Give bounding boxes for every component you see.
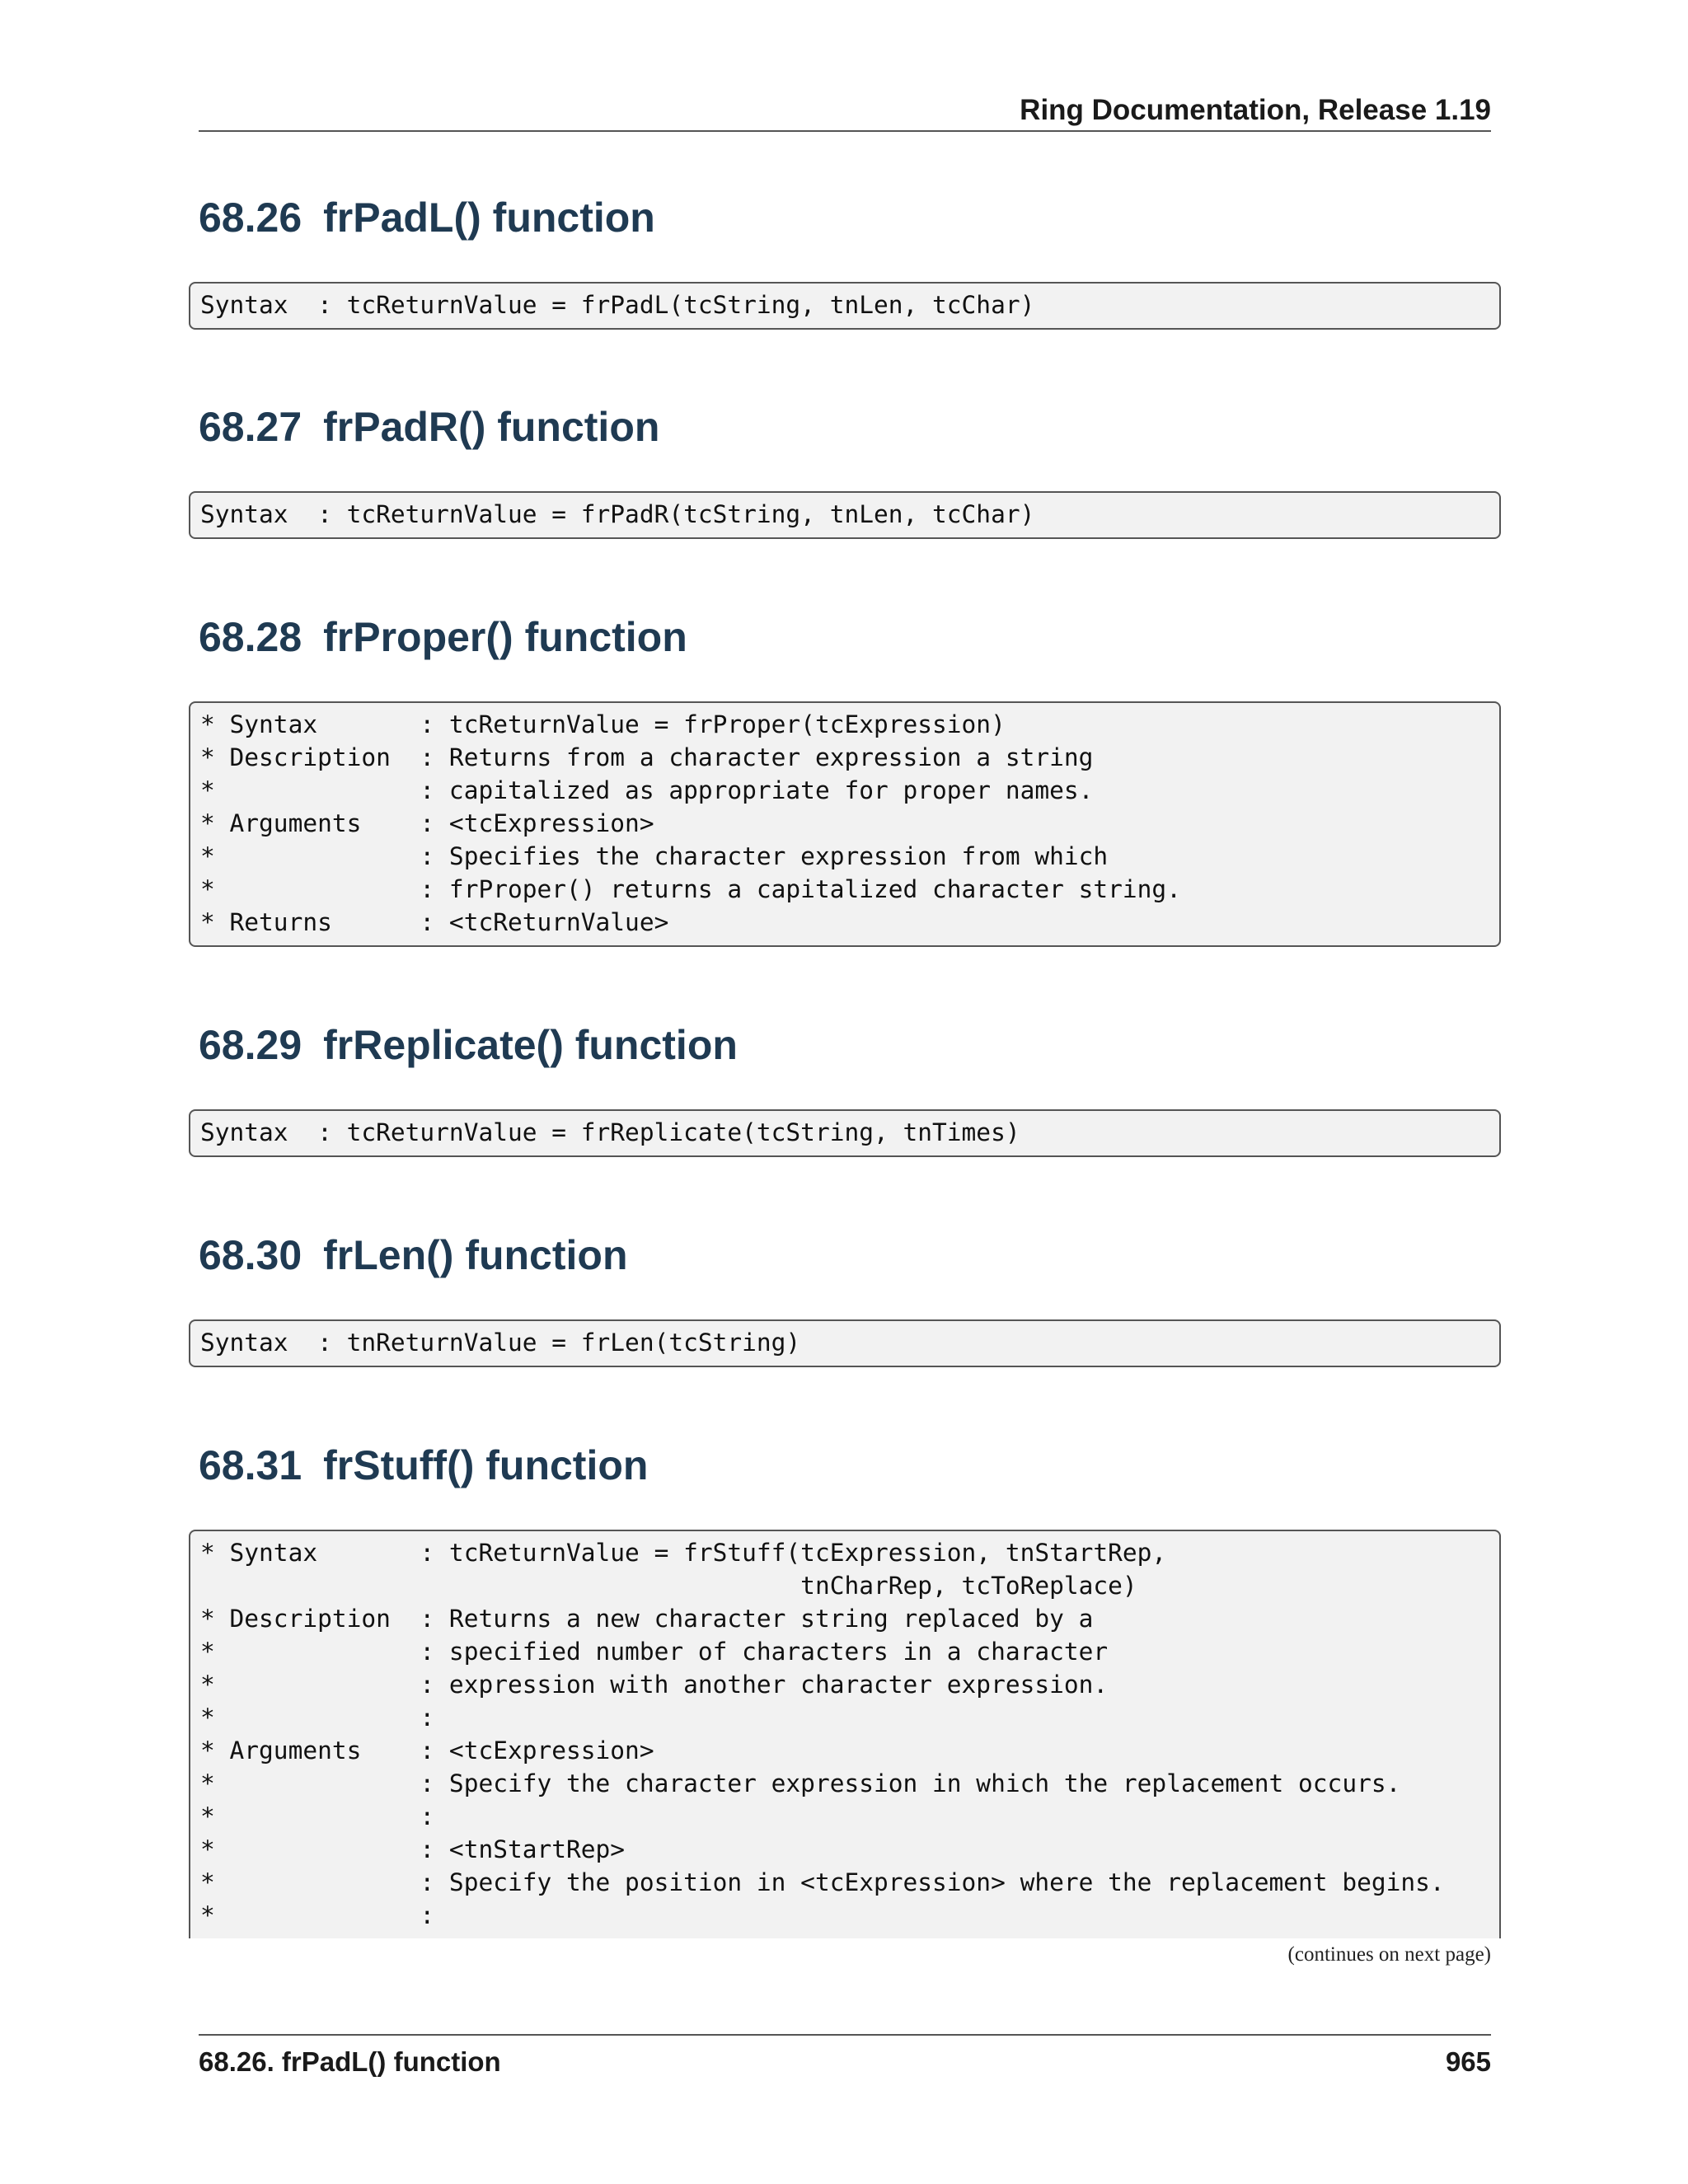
section-number: 68.26	[199, 194, 302, 241]
code-line: Syntax : tnReturnValue = frLen(tcString)	[200, 1329, 801, 1357]
section-number: 68.30	[199, 1232, 302, 1278]
section-frproper	[189, 611, 1501, 947]
code-block	[189, 491, 1501, 539]
code-line: * Syntax : tcReturnValue = frProper(tcExpression)	[200, 710, 1006, 738]
code-line: Syntax : tcReturnValue = frPadL(tcString, tnLen, tcChar)	[200, 291, 1035, 319]
code-block	[189, 1109, 1501, 1157]
section-frpadr	[189, 401, 1501, 539]
code-line: * : Specify the character expression in which the replacement occurs.	[200, 1769, 1401, 1797]
code-block	[189, 1530, 1501, 1938]
continues-note: (continues on next page)	[1287, 1943, 1491, 1966]
code-block	[189, 282, 1501, 330]
section-heading	[199, 401, 1501, 453]
section-heading	[199, 191, 1501, 244]
code-line: Syntax : tcReturnValue = frReplicate(tcString, tnTimes)	[200, 1118, 1020, 1146]
section-frstuff	[189, 1439, 1501, 1938]
section-number: 68.27	[199, 404, 302, 450]
section-title: frStuff() function	[323, 1442, 649, 1488]
section-heading	[199, 1439, 1501, 1492]
section-heading	[199, 1229, 1501, 1282]
section-frpadl	[189, 191, 1501, 330]
running-footer	[199, 2034, 1491, 2080]
section-title: frLen() function	[323, 1232, 628, 1278]
code-line: * Arguments : <tcExpression>	[200, 1736, 654, 1765]
footer-section-title: 68.26. frPadL() function	[199, 2046, 501, 2077]
section-heading	[199, 1019, 1501, 1071]
code-line: * :	[200, 1704, 435, 1732]
code-line: * : <tnStartRep>	[200, 1835, 626, 1863]
code-line: * : Specifies the character expression from which	[200, 842, 1109, 870]
section-title: frReplicate() function	[323, 1022, 738, 1068]
section-frlen	[189, 1229, 1501, 1367]
section-number: 68.28	[199, 614, 302, 660]
section-title: frPadL() function	[323, 194, 655, 241]
code-line: * : specified number of characters in a character	[200, 1638, 1109, 1666]
code-block	[189, 1319, 1501, 1367]
page-number: 965	[1445, 2046, 1491, 2077]
code-line: Syntax : tcReturnValue = frPadR(tcString, tnLen, tcChar)	[200, 500, 1035, 528]
code-line: * : frProper() returns a capitalized character string.	[200, 875, 1181, 903]
code-line: * : capitalized as appropriate for proper names.	[200, 776, 1094, 804]
running-header	[199, 91, 1491, 132]
code-line: * :	[200, 1901, 435, 1929]
code-line: * Description : Returns a new character string replaced by a	[200, 1605, 1094, 1633]
code-line: tnCharRep, tcToReplace)	[200, 1572, 1137, 1600]
section-number: 68.31	[199, 1442, 302, 1488]
code-block	[189, 701, 1501, 947]
document-title: Ring Documentation, Release 1.19	[1020, 94, 1491, 126]
code-line: * Description : Returns from a character expression a string	[200, 743, 1094, 771]
code-line: * :	[200, 1802, 435, 1830]
code-line: * Syntax : tcReturnValue = frStuff(tcExpression, tnStartRep,	[200, 1539, 1167, 1567]
section-frreplicate	[189, 1019, 1501, 1157]
section-heading	[199, 611, 1501, 663]
section-title: frProper() function	[323, 614, 687, 660]
code-line: * : Specify the position in <tcExpression> where the replacement begins.	[200, 1868, 1445, 1896]
code-line: * : expression with another character expression.	[200, 1671, 1109, 1699]
section-title: frPadR() function	[323, 404, 660, 450]
section-number: 68.29	[199, 1022, 302, 1068]
code-line: * Arguments : <tcExpression>	[200, 809, 654, 837]
code-line: * Returns : <tcReturnValue>	[200, 908, 669, 936]
